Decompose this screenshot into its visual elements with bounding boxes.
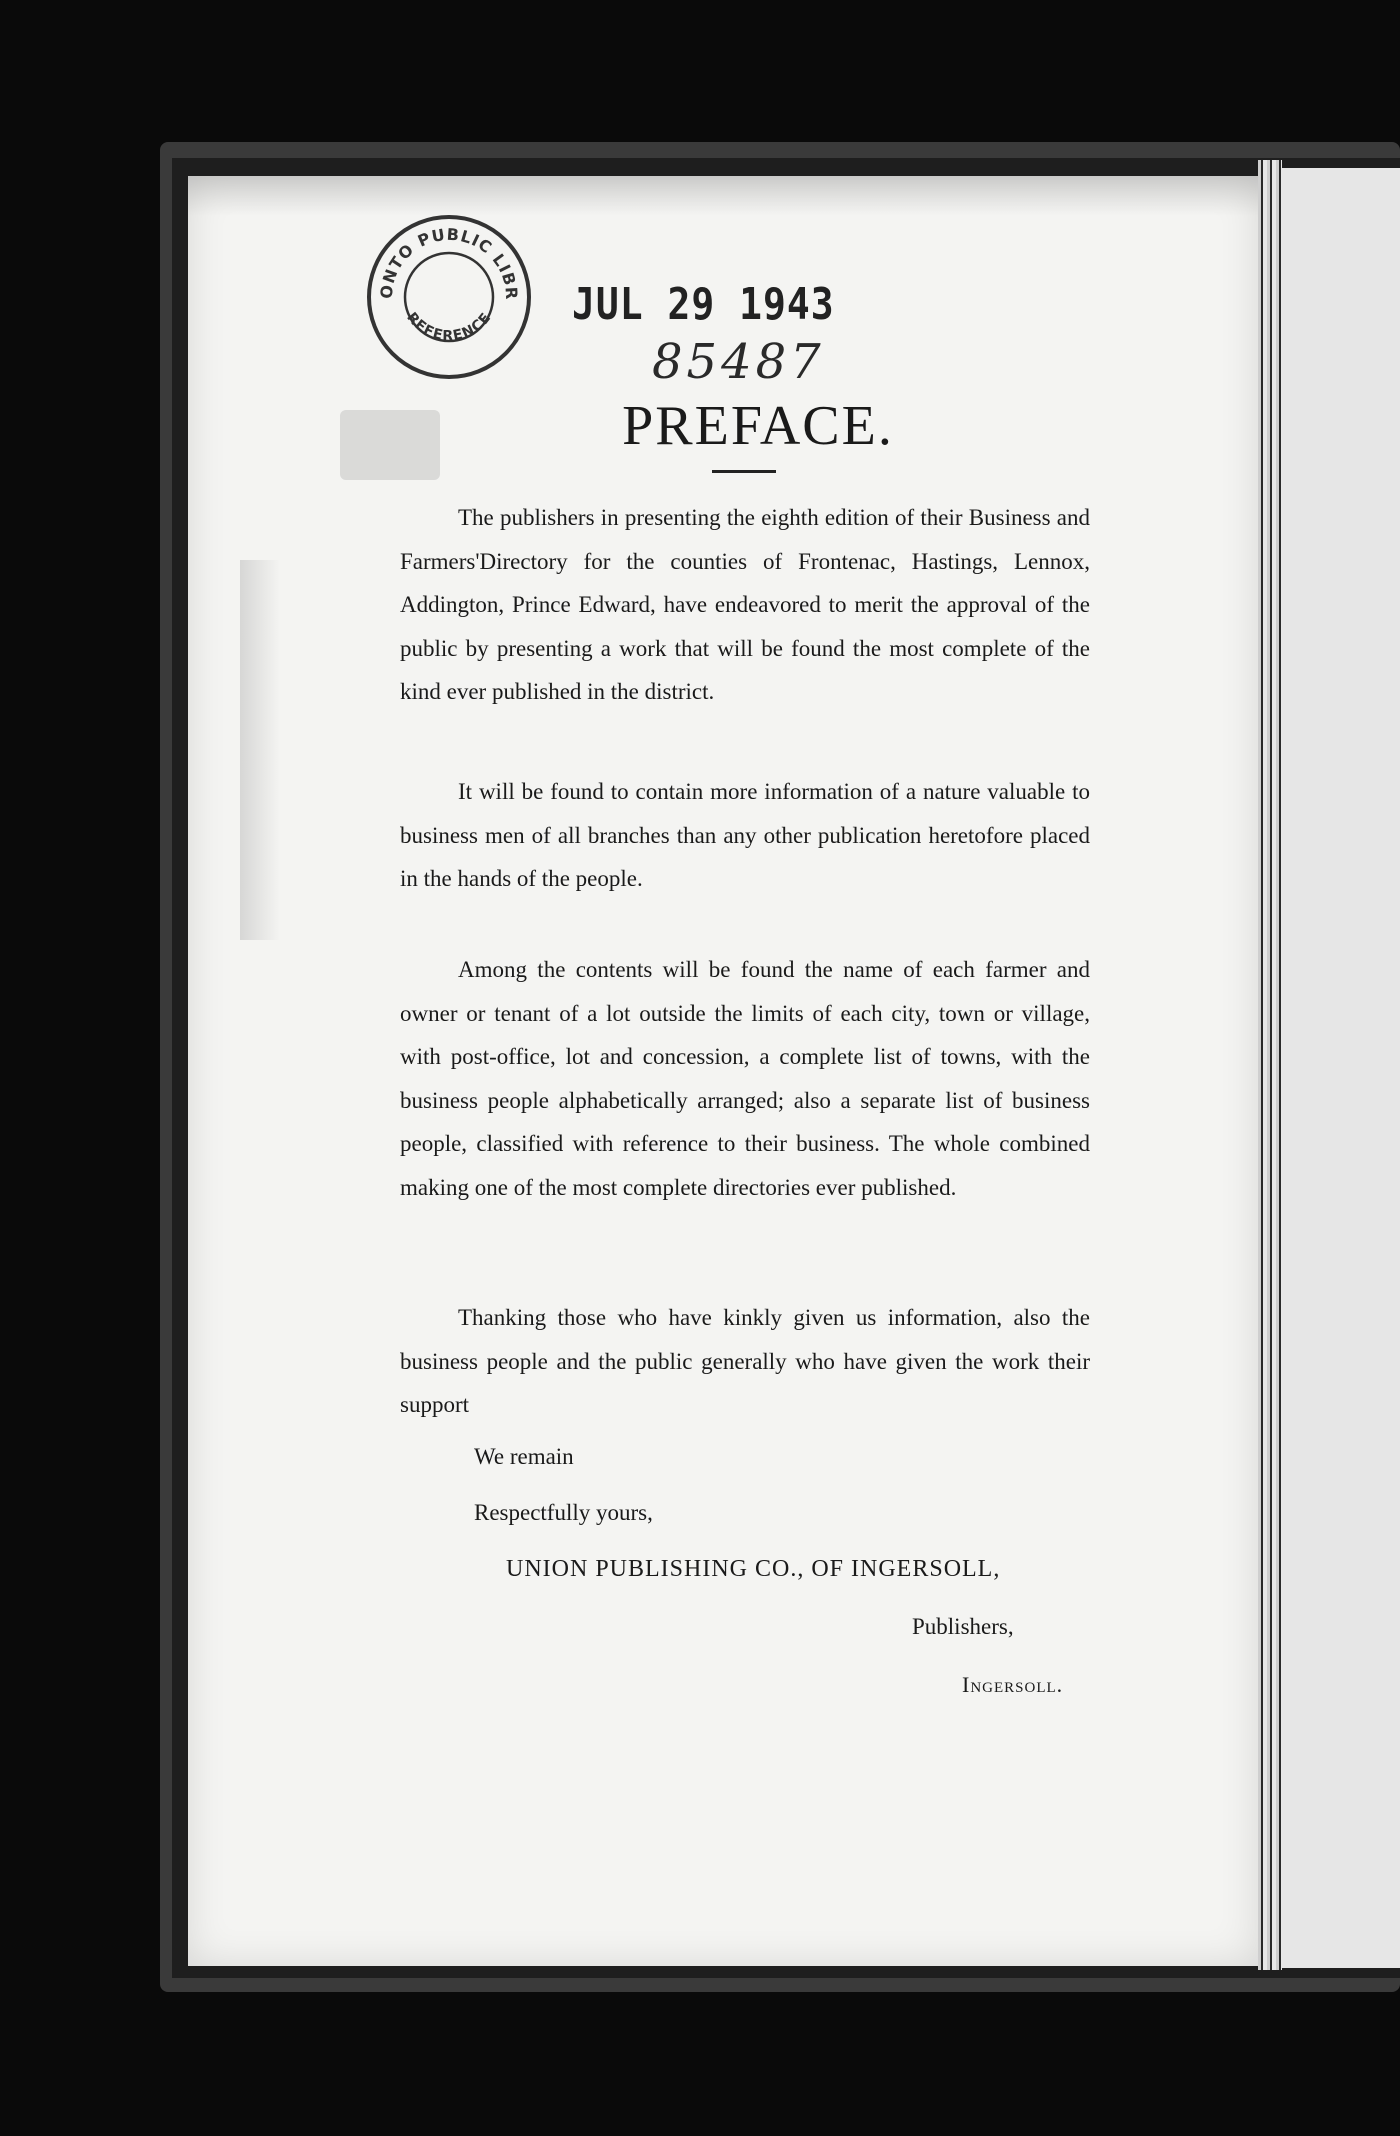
page-title [0,394,1400,458]
paragraph-3 [400,948,1090,1209]
publisher-place: Ingersoll. [962,1672,1064,1697]
paragraph-text: Thanking those who have kinkly given us information, also the business people and the public generally who have given the work their support [400,1305,1090,1417]
title-rule [712,470,776,473]
closing-respectfully: Respectfully yours, [474,1500,653,1525]
worn-top-edge [188,176,1258,216]
paragraph-text: The publishers in presenting the eighth edition of their Business and Farmers'Directory for the counties of Frontenac, Hastings, Lennox, Addington, Prince Edward, have endeavored to merit the approval of the public by presenting a work that will be found the most complete of the kind ever published in the district. [400,505,1090,704]
library-stamp-seal [364,212,534,382]
paragraph-text: It will be found to contain more information of a nature valuable to business men of all branches than any other publication heretofore placed in the hands of the people. [400,779,1090,891]
paragraph-1 [400,496,1090,714]
worn-left-edge [240,560,280,940]
accession-number: 85487 [652,334,825,390]
publisher-role: Publishers, [912,1614,1014,1639]
page-title-text: PREFACE. [622,395,894,457]
paragraph-text: Among the contents will be found the name of each farmer and owner or tenant of a lot outside the limits of each city, town or village, with post-office, lot and concession, a complete list of towns, with the business people alphabetically arranged; also a separate list of business people, classified with reference to their business. The whole combined making one of the most complete directories ever published. [400,957,1090,1200]
svg-text:TORONTO PUBLIC LIBRARY: ONTO PUBLIC LIBR [376,224,522,301]
paragraph-2 [400,770,1090,901]
closing-we-remain: We remain [474,1444,574,1469]
library-stamp [364,212,534,382]
date-stamp: JUL 29 1943 [572,278,835,330]
svg-text:REFERENCE: REFERENCE [403,309,495,345]
paragraph-4 [400,1296,1090,1427]
publisher-name: UNION PUBLISHING CO., OF INGERSOLL, [506,1556,1001,1582]
